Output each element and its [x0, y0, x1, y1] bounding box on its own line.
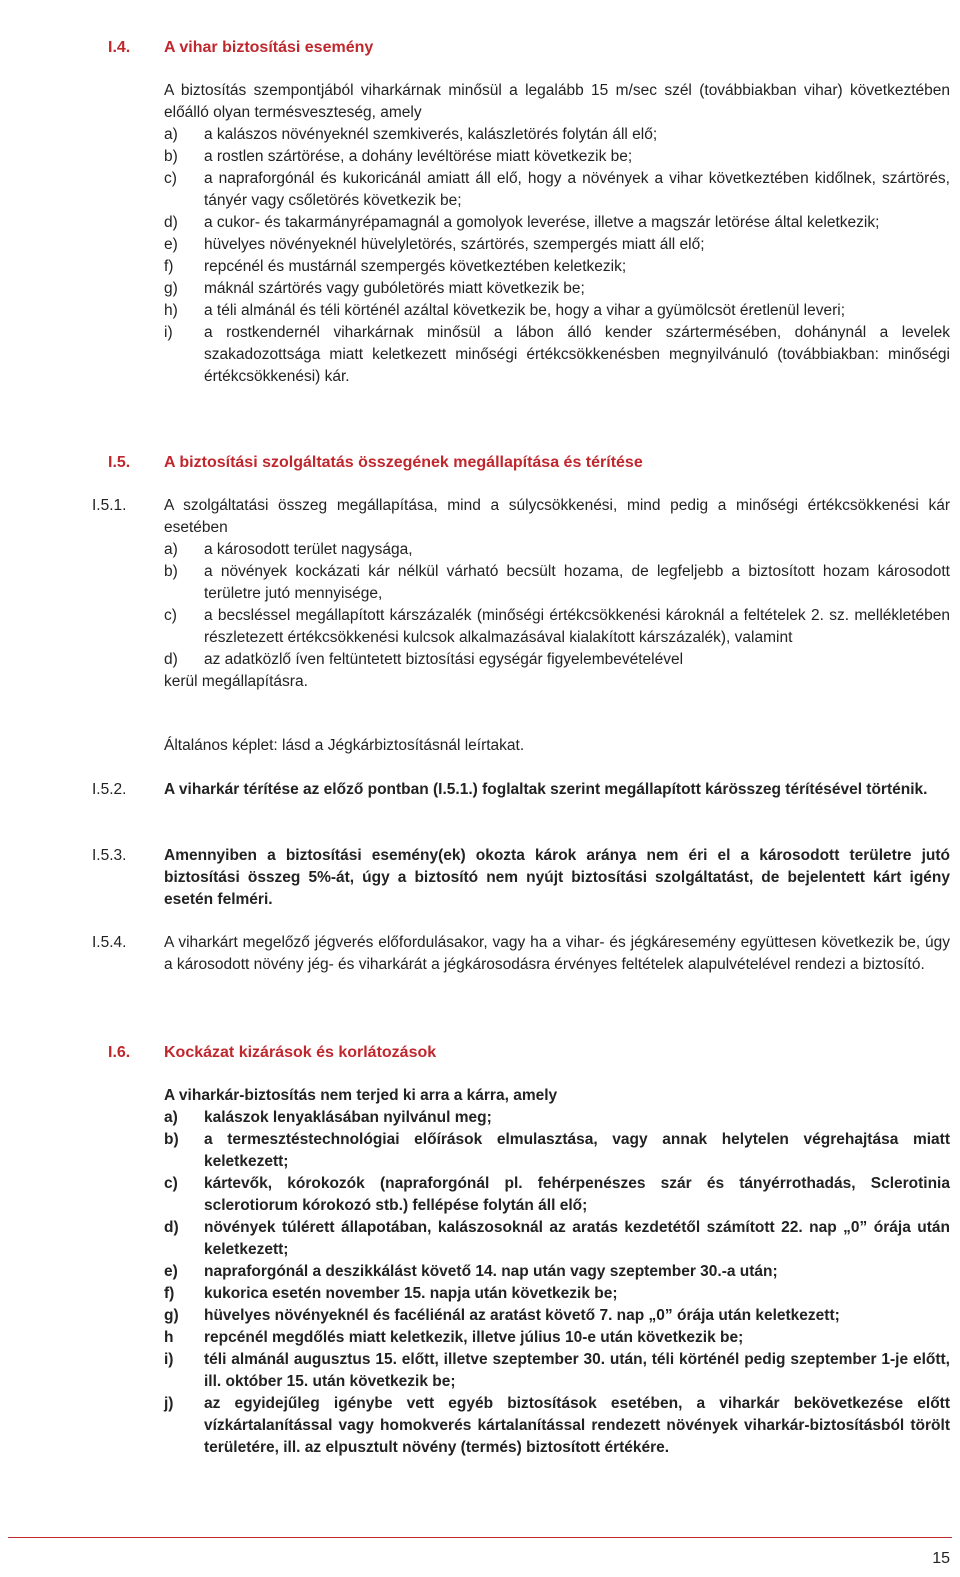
- para-number-I54: I.5.4.: [92, 934, 127, 951]
- para-number-I52: I.5.2.: [92, 781, 127, 798]
- list-item: [164, 1261, 950, 1283]
- list-item: [164, 300, 950, 322]
- list-item-label: e): [164, 236, 178, 253]
- list-item-label: a): [164, 541, 178, 558]
- list-item-label: h: [164, 1329, 174, 1346]
- para-I52-text: A viharkár térítése az előző pontban (I.5.1.) foglaltak szerint megállapított kárösszeg térítésével történik.: [164, 781, 928, 798]
- list-item-text: kukorica esetén november 15. napja után következik be;: [204, 1285, 618, 1302]
- list-item-label: a): [164, 126, 178, 143]
- list-item-label: f): [164, 258, 174, 275]
- list-item-label: c): [164, 607, 177, 624]
- list-item-text: a becsléssel megállapított kárszázalék (minőségi értékcsökkenési károknál a feltételek 2. sz. mellékletében részletezett értékcsökkenési kulcsok alkalmazásával kialakított kárszázalék), valamint: [204, 607, 950, 646]
- list-item: [164, 146, 950, 168]
- footer-rule: [8, 1537, 952, 1538]
- list-item-label: i): [164, 324, 173, 341]
- list-item-label: g): [164, 280, 178, 297]
- section-I6-intro: A viharkár-biztosítás nem terjed ki arra a kárra, amely: [164, 1087, 558, 1104]
- list-item: [164, 256, 950, 278]
- section-title-I6: Kockázat kizárások és korlátozások: [164, 1044, 437, 1061]
- section-I4-body: [164, 80, 950, 388]
- list-item-text: kalászok lenyaklásában nyilvánul meg;: [204, 1109, 492, 1126]
- list-item-label: e): [164, 1263, 178, 1280]
- list-item-label: f): [164, 1285, 175, 1302]
- list-item-label: d): [164, 214, 178, 231]
- list-item-text: a termesztéstechnológiai előírások elmulasztása, vagy annak helytelen végrehajtása miatt keletkezett;: [204, 1131, 950, 1170]
- section-title-I4: A vihar biztosítási esemény: [164, 39, 374, 56]
- list-item-label: g): [164, 1307, 179, 1324]
- list-item: [164, 1305, 950, 1327]
- list-item-text: a károsodott terület nagysága,: [204, 541, 413, 558]
- list-item: [164, 649, 950, 671]
- para-I53-text: Amennyiben a biztosítási esemény(ek) okozta károk aránya nem éri el a károsodott területre jutó biztosítási összeg 5%-át, úgy a biztosító nem nyújt biztosítási szolgáltatást, de bejelentett kárt igény esetén felméri.: [164, 847, 950, 908]
- section-I4-intro: A biztosítás szempontjából viharkárnak minősül a legalább 15 m/sec szél (továbbiakban vihar) következtében előálló olyan termésveszteség, amely: [164, 82, 950, 121]
- list-item: [164, 1129, 950, 1173]
- list-item: [164, 168, 950, 212]
- list-item-label: j): [164, 1395, 174, 1412]
- para-I51-formula: Általános képlet: lásd a Jégkárbiztosításnál leírtakat.: [164, 737, 525, 754]
- list-item-text: az egyidejűleg igénybe vett egyéb biztosítások esetében, a viharkár bekövetkezése előtt vízkártalanítással vagy homokverés kártalanítással rendezett növények viharkár-biztosításból törölt területére, ill. az elpusztult növény (termés) biztosított értékére.: [204, 1395, 950, 1456]
- list-item-label: c): [164, 170, 177, 187]
- section-number-I4: I.4.: [108, 39, 131, 56]
- list-item-label: b): [164, 1131, 179, 1148]
- section-title-I5: A biztosítási szolgáltatás összegének megállapítása és térítése: [164, 454, 643, 471]
- list-item-label: h): [164, 302, 178, 319]
- para-number-I53: I.5.3.: [92, 847, 127, 864]
- section-number-I5: I.5.: [108, 454, 131, 471]
- list-item-text: hüvelyes növényeknél hüvelyletörés, szártörés, szempergés miatt áll elő;: [204, 236, 705, 253]
- list-item-text: a téli almánál és téli körténél azáltal következik be, hogy a vihar a gyümölcsöt éretlenül leveri;: [204, 302, 845, 319]
- para-I51-body: [164, 495, 950, 693]
- para-I51-intro: A szolgáltatási összeg megállapítása, mind a súlycsökkenési, mind pedig a minőségi értékcsökkenési kár esetében: [164, 497, 950, 536]
- list-item: [164, 322, 950, 388]
- list-item-text: repcénél megdőlés miatt keletkezik, illetve július 10-e után következik be;: [204, 1329, 744, 1346]
- list-item-text: a napraforgónál és kukoricánál amiatt áll elő, hogy a növények a vihar következtében kidőlnek, szártörés, tányér vagy csőletörés következik be;: [204, 170, 950, 209]
- list-item: [164, 539, 950, 561]
- list-item-text: repcénél és mustárnál szempergés következtében keletkezik;: [204, 258, 627, 275]
- list-item-label: d): [164, 651, 178, 668]
- list-item-text: növények túlérett állapotában, kalászosoknál az aratás kezdetétől számított 22. nap „0” órája után keletkezett;: [204, 1219, 950, 1258]
- list-item-text: az adatközlő íven feltüntetett biztosítási egységár figyelembevételével: [204, 651, 684, 668]
- list-item-text: napraforgónál a deszikkálást követő 14. nap után vagy szeptember 30.-a után;: [204, 1263, 778, 1280]
- list-item: [164, 124, 950, 146]
- list-item: [164, 1283, 950, 1305]
- section-I4-list: [164, 124, 950, 388]
- list-item-label: i): [164, 1351, 174, 1368]
- list-item-text: a cukor- és takarmányrépamagnál a gomolyok leverése, illetve a magszár letörése által keletkezik;: [204, 214, 880, 231]
- section-number-I6: I.6.: [108, 1044, 131, 1061]
- list-item-label: a): [164, 1109, 178, 1126]
- para-I51-outro: kerül megállapításra.: [164, 673, 308, 690]
- list-item-text: a rostlen szártörése, a dohány levéltörése miatt következik be;: [204, 148, 633, 165]
- list-item: [164, 278, 950, 300]
- list-item-text: hüvelyes növényeknél és facéliénál az aratást követő 7. nap „0” órája után keletkezett;: [204, 1307, 840, 1324]
- list-item-label: c): [164, 1175, 178, 1192]
- section-I6-list: [164, 1107, 950, 1459]
- list-item: [164, 212, 950, 234]
- page-number: 15: [932, 1550, 950, 1567]
- list-item-label: b): [164, 563, 178, 580]
- list-item: [164, 1349, 950, 1393]
- para-I54-text: A viharkárt megelőző jégverés előfordulásakor, vagy ha a vihar- és jégkáresemény együttesen következik be, úgy a károsodott növény jég- és viharkárát a jégkárosodásra érvényes feltételek alapulvételével rendezi a biztosító.: [164, 934, 950, 973]
- list-item: [164, 1327, 950, 1349]
- list-item-label: b): [164, 148, 178, 165]
- list-item-text: téli almánál augusztus 15. előtt, illetve szeptember 30. után, téli körténél pedig szeptember 1-je előtt, ill. október 15. után következik be;: [204, 1351, 950, 1390]
- list-item-text: máknál szártörés vagy gubóletörés miatt következik be;: [204, 280, 585, 297]
- para-number-I51: I.5.1.: [92, 497, 127, 514]
- list-item-text: kártevők, kórokozók (napraforgónál pl. fehérpenészes szár és tányérrothadás, Sclerotinia sclerotiorum kórokozó stb.) fellépése folytán áll elő;: [204, 1175, 950, 1214]
- para-I51-list: [164, 539, 950, 671]
- list-item: [164, 1107, 950, 1129]
- list-item-text: a kalászos növényeknél szemkiverés, kalászletörés folytán áll elő;: [204, 126, 658, 143]
- list-item: [164, 234, 950, 256]
- list-item: [164, 1393, 950, 1459]
- list-item: [164, 561, 950, 605]
- list-item: [164, 1173, 950, 1217]
- list-item-label: d): [164, 1219, 179, 1236]
- section-I6-body: [164, 1085, 950, 1459]
- list-item: [164, 605, 950, 649]
- list-item: [164, 1217, 950, 1261]
- list-item-text: a növények kockázati kár nélkül várható becsült hozama, de legfeljebb a biztosított hozam károsodott területre jutó mennyisége,: [204, 563, 950, 602]
- list-item-text: a rostkendernél viharkárnak minősül a lábon álló kender szártermésében, dohánynál a levelek szakadozottsága miatt keletkezett minőségi értékcsökkenésben megnyilvánuló (továbbiakban: minőségi értékcsökkenési) kár.: [204, 324, 950, 385]
